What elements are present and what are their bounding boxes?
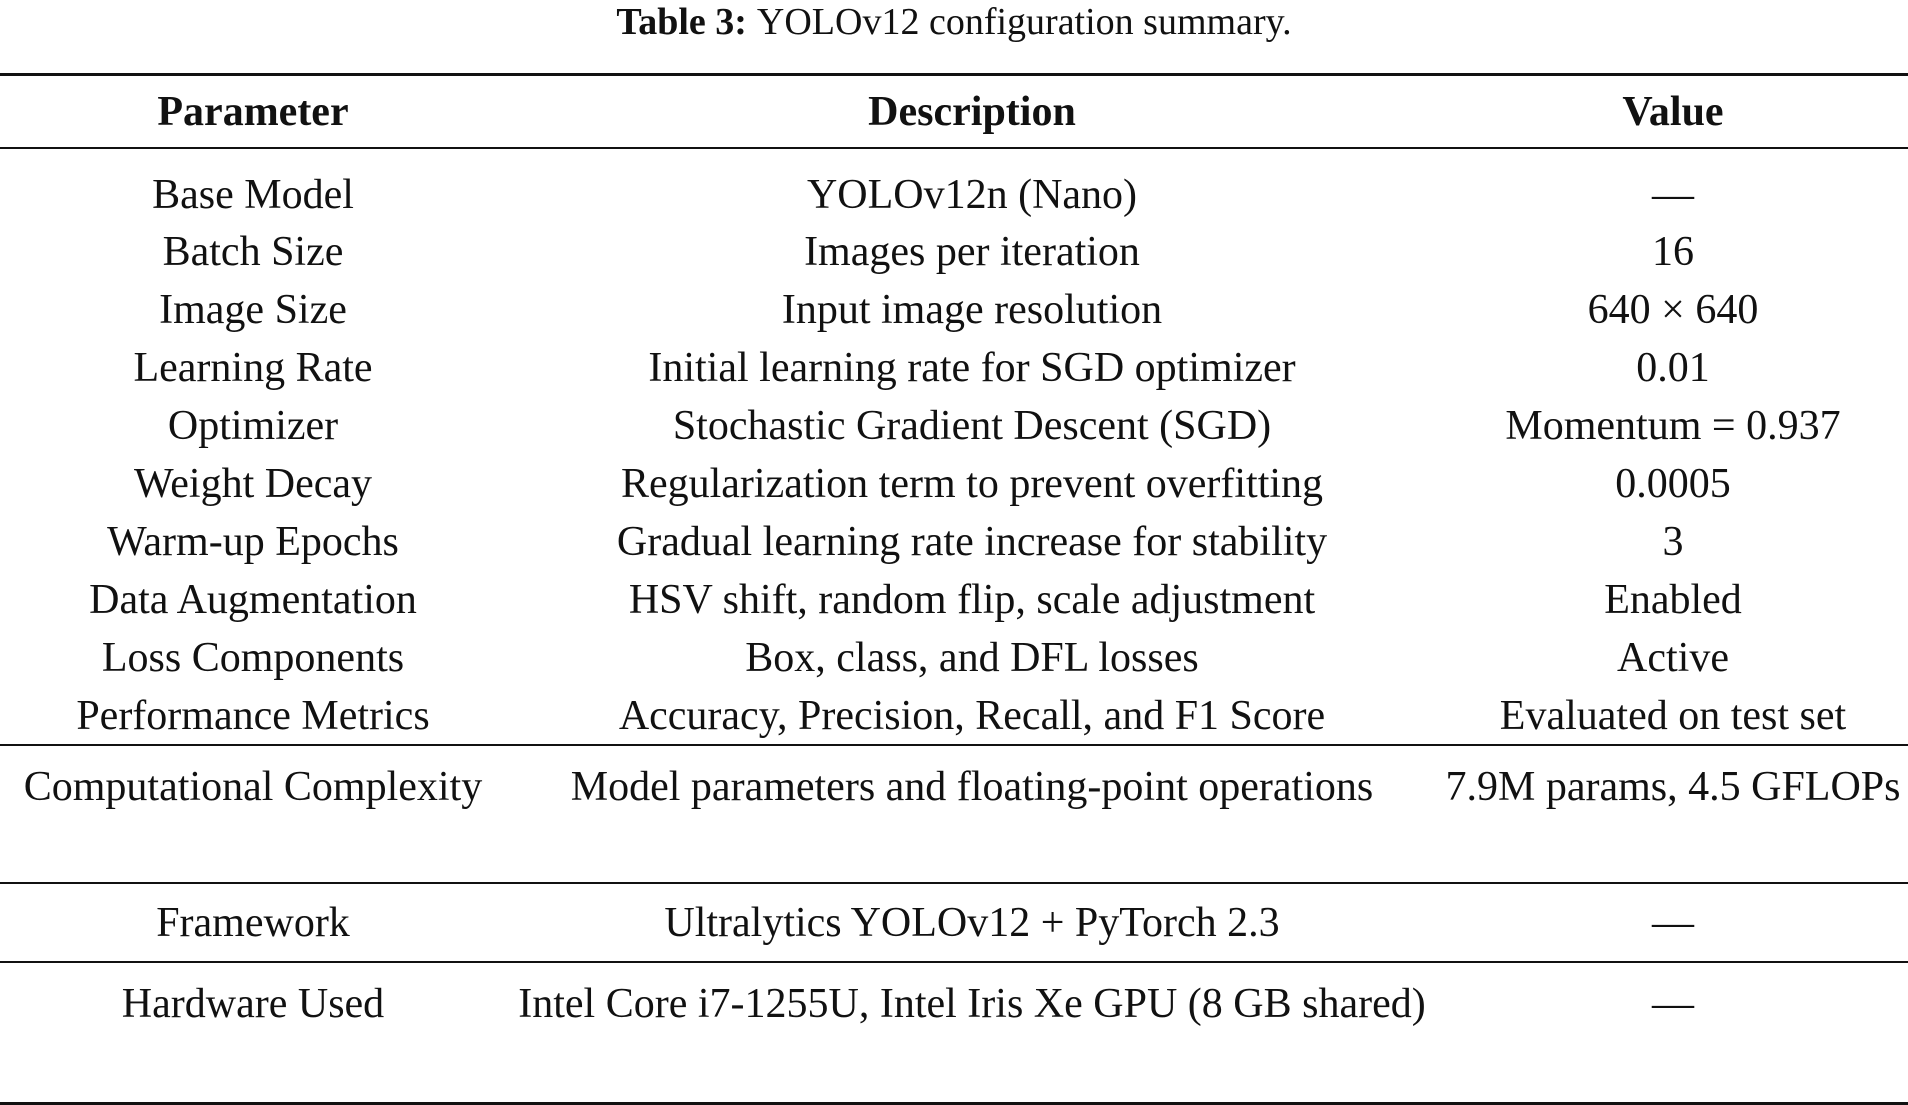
cell-parameter: Warm-up Epochs	[107, 519, 399, 565]
config-table	[0, 73, 1908, 1105]
table-row	[0, 571, 1908, 629]
cell-description: YOLOv12n (Nano)	[806, 172, 1138, 218]
cell-value: 16	[1652, 229, 1694, 275]
cell-parameter: Loss Components	[101, 635, 405, 681]
cell-value: 0.0005	[1615, 461, 1731, 507]
caption-text: YOLOv12 configuration summary.	[756, 1, 1292, 43]
cell-value: —	[1438, 962, 1908, 1103]
table-row	[0, 281, 1908, 339]
cell-value: Enabled	[1604, 577, 1742, 623]
cell-description: Accuracy, Precision, Recall, and F1 Score	[506, 687, 1438, 745]
table-row	[0, 148, 1908, 223]
cell-parameter: Base Model	[152, 172, 354, 218]
table-row	[0, 962, 1908, 1103]
cell-description: Gradual learning rate increase for stability	[616, 519, 1328, 565]
table-header-row	[0, 75, 1908, 149]
cell-value: 3	[1662, 519, 1684, 565]
cell-value: —	[1438, 883, 1908, 962]
cell-value: 640 × 640	[1587, 287, 1759, 333]
cell-parameter: Computational Complexity	[0, 745, 506, 883]
cell-description: Model parameters and floating-point operations	[506, 745, 1438, 883]
header-description: Description	[868, 88, 1076, 135]
cell-description: Box, class, and DFL losses	[745, 635, 1199, 681]
cell-description: Regularization term to prevent overfitting	[620, 461, 1324, 507]
cell-description: Initial learning rate for SGD optimizer	[648, 345, 1296, 391]
cell-parameter: Performance Metrics	[0, 687, 506, 745]
table-row	[0, 339, 1908, 397]
cell-parameter: Weight Decay	[133, 461, 372, 507]
cell-parameter: Hardware Used	[0, 962, 506, 1103]
cell-parameter: Batch Size	[162, 229, 344, 275]
cell-parameter: Optimizer	[167, 403, 339, 449]
caption-label: Table 3:	[616, 1, 747, 43]
cell-parameter: Learning Rate	[133, 345, 373, 391]
cell-description: Ultralytics YOLOv12 + PyTorch 2.3	[506, 883, 1438, 962]
cell-value: 7.9M params, 4.5 GFLOPs	[1438, 745, 1908, 883]
cell-value: Active	[1617, 635, 1729, 681]
cell-value: Evaluated on test set	[1438, 687, 1908, 745]
cell-description: Intel Core i7-1255U, Intel Iris Xe GPU (8 GB shared)	[506, 962, 1438, 1103]
table-row	[0, 455, 1908, 513]
cell-value: Momentum = 0.937	[1505, 403, 1841, 449]
cell-value: 0.01	[1636, 345, 1710, 391]
table-row	[0, 223, 1908, 281]
table-row	[0, 745, 1908, 883]
header-parameter: Parameter	[157, 88, 349, 135]
table-row	[0, 883, 1908, 962]
cell-value: —	[1652, 172, 1694, 218]
cell-parameter: Framework	[0, 883, 506, 962]
table-row	[0, 397, 1908, 455]
cell-description: Images per iteration	[804, 229, 1140, 275]
table-row	[0, 513, 1908, 571]
cell-description: Stochastic Gradient Descent (SGD)	[672, 403, 1272, 449]
table-caption	[0, 0, 1908, 44]
cell-description: HSV shift, random flip, scale adjustment	[628, 577, 1316, 623]
cell-description: Input image resolution	[781, 287, 1163, 333]
table-row	[0, 629, 1908, 687]
cell-parameter: Image Size	[159, 287, 347, 333]
table-row	[0, 687, 1908, 745]
cell-parameter: Data Augmentation	[89, 577, 417, 623]
header-value: Value	[1622, 88, 1724, 135]
